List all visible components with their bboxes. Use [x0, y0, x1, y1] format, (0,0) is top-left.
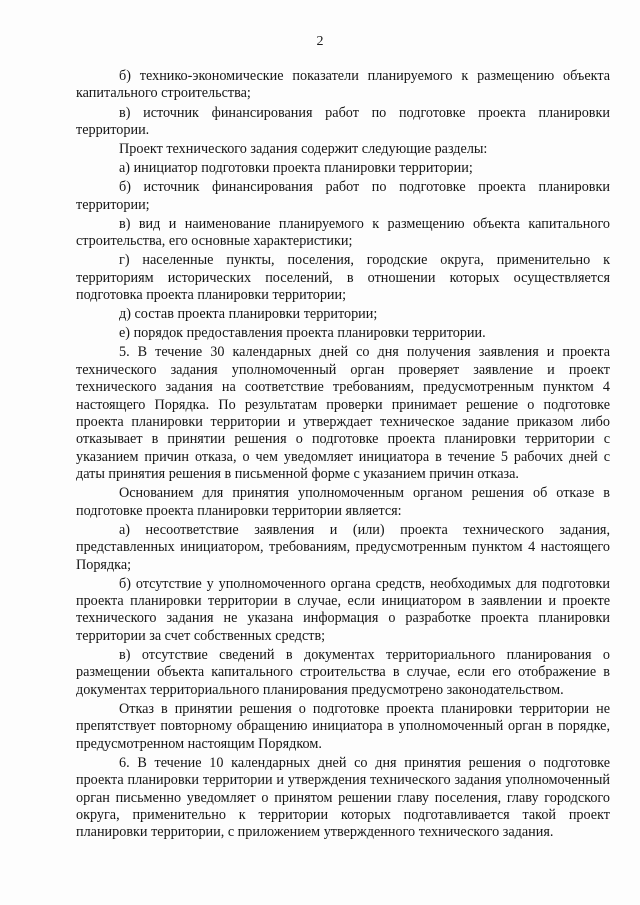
paragraph-section-g-settlements: г) населенные пункты, поселения, городские округа, применительно к территориям исторических поселений, в отношении которых осуществляется подготовка проекта планировки территории;	[76, 252, 610, 303]
paragraph-section-v-object: в) вид и наименование планируемого к размещению объекта капитального строительства, его основные характеристики;	[76, 215, 610, 250]
paragraph-tech-task-sections-intro: Проект технического задания содержит следующие разделы:	[119, 141, 488, 157]
paragraph-clause-5: 5. В течение 30 календарных дней со дня получения заявления и проекта технического задания уполномоченный орган проверяет заявление и проект технического задания на соответствие требованиям, предусмотренным пунктом 4 настоящего Порядка. По результатам проверки принимает решение о подготовке проекта планировки территории и утверждает техническое задание приказом либо отказывает в принятии решения о подготовке проекта планировки территории с указанием причин отказа, о чем уведомляет инициатора в течение 5 рабочих дней с даты принятия решения в письменной форме с указанием причин отказа.	[76, 344, 610, 483]
paragraph-clause-6: 6. В течение 10 календарных дней со дня принятия решения о подготовке проекта планировки территории и утверждения технического задания уполномоченный орган письменно уведомляет о принятом решении главу поселения, главу городского округа, применительно к территории которых подготавливается такой проект планировки территории, с приложением утвержденного технического задания.	[76, 754, 610, 841]
page-number: 2	[316, 34, 324, 49]
paragraph-section-a-initiator: а) инициатор подготовки проекта планировки территории;	[119, 160, 473, 177]
paragraph-item-b-indicators: б) технико-экономические показатели планируемого к размещению объекта капитального строительства;	[76, 68, 610, 102]
document-body	[76, 68, 610, 843]
paragraph-refusal-v: в) отсутствие сведений в документах территориального планирования о размещении объекта капитального строительства в случае, если его отображение в документах территориального планирования предусмотрено законодательством.	[76, 646, 610, 698]
paragraph-refusal-b: б) отсутствие у уполномоченного органа средств, необходимых для подготовки проекта планировки территории в случае, если инициатором в заявлении и проекте технического задания не указана информация о разработке проекта планировки территории за счет собственных средств;	[76, 575, 610, 644]
paragraph-refusal-note: Отказ в принятии решения о подготовке проекта планировки территории не препятствует повторному обращению инициатора в уполномоченный орган в порядке, предусмотренном настоящим Порядком.	[76, 700, 610, 752]
paragraph-refusal-grounds-intro: Основанием для принятия уполномоченным органом решения об отказе в подготовке проекта планировки территории является:	[76, 485, 610, 519]
paragraph-refusal-a: а) несоответствие заявления и (или) проекта технического задания, представленных инициатором, требованиям, предусмотренным пунктом 4 настоящего Порядка;	[76, 521, 610, 573]
paragraph-section-d-composition: д) состав проекта планировки территории;	[119, 306, 378, 323]
paragraph-item-v-financing: в) источник финансирования работ по подготовке проекта планировки территории.	[76, 104, 610, 138]
paragraph-section-e-procedure: е) порядок предоставления проекта планировки территории.	[119, 325, 486, 342]
paragraph-section-b-financing: б) источник финансирования работ по подготовке проекта планировки территории;	[76, 179, 610, 213]
